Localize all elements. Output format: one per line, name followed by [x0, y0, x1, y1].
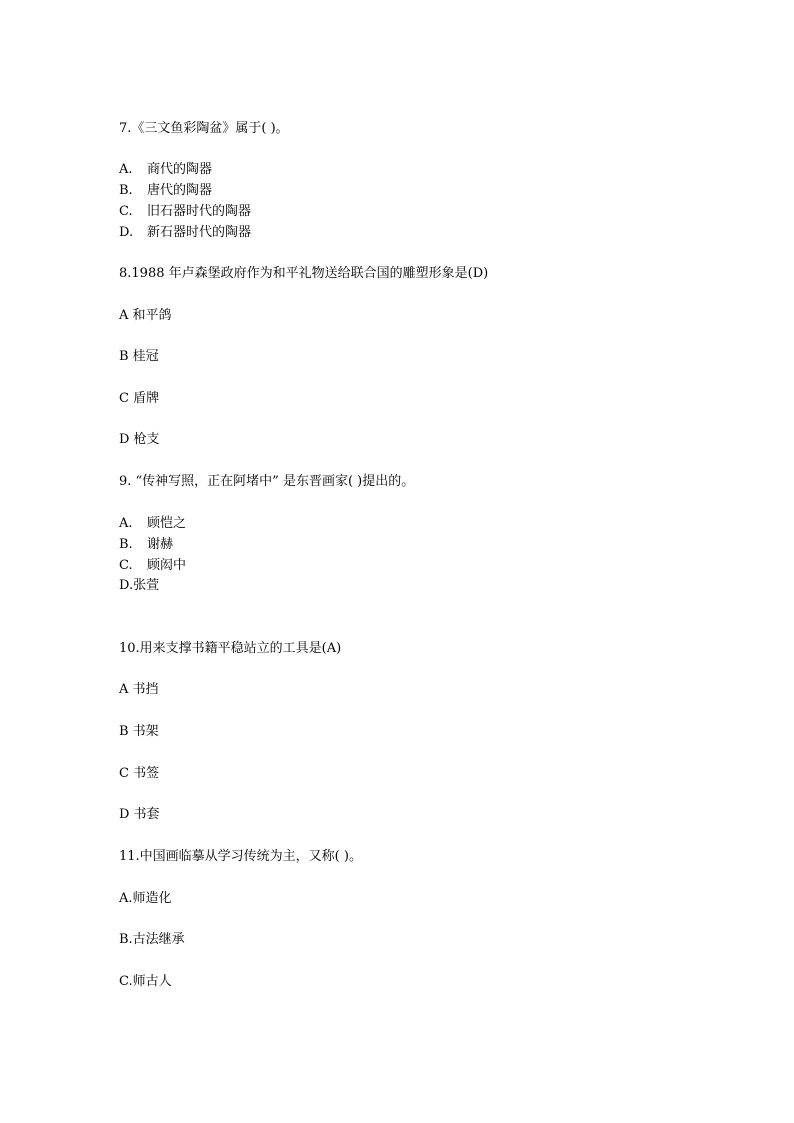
- option-letter: D.: [119, 225, 134, 240]
- option-text: 旧石器时代的陶器: [147, 204, 252, 219]
- option-letter: B.: [119, 183, 133, 198]
- option-text: 新石器时代的陶器: [147, 225, 252, 240]
- option-letter: A.: [119, 162, 133, 177]
- question-9-stem: 9. “传神写照，正在阿堵中” 是东晋画家( )提出的。: [119, 474, 415, 489]
- option-text: 谢赫: [147, 537, 174, 552]
- question-7-option-b: [119, 182, 212, 200]
- option-text: 唐代的陶器: [147, 183, 213, 198]
- question-9-option-a: [119, 515, 186, 533]
- question-8-option-c: C 盾牌: [119, 391, 160, 406]
- question-11-option-c: C.师古人: [119, 974, 172, 989]
- question-8-option-b: B 桂冠: [119, 349, 159, 364]
- option-text: 商代的陶器: [147, 162, 213, 177]
- option-text: 顾闳中: [147, 558, 187, 573]
- question-11-option-b: B.古法继承: [119, 932, 185, 947]
- question-8-stem: 8.1988 年卢森堡政府作为和平礼物送给联合国的雕塑形象是(D): [119, 266, 489, 281]
- question-11-option-a: A.师造化: [119, 891, 172, 906]
- question-10-option-a: A 书挡: [119, 682, 159, 697]
- question-10-option-c: C 书签: [119, 766, 160, 781]
- option-letter: B.: [119, 537, 133, 552]
- question-7-option-a: [119, 161, 212, 179]
- question-9-option-b: [119, 536, 173, 554]
- option-letter: C.: [119, 204, 133, 219]
- question-8-option-a: A 和平鸽: [119, 308, 172, 323]
- option-letter: A.: [119, 516, 133, 531]
- question-10-option-b: B 书架: [119, 724, 159, 739]
- question-7-option-c: [119, 203, 251, 221]
- question-9-option-c: [119, 557, 186, 575]
- question-7-option-d: [119, 224, 251, 242]
- question-9-option-d: D.张萱: [119, 578, 160, 593]
- question-7-stem: 7.《三文鱼彩陶盆》属于( )。: [119, 121, 289, 136]
- option-text: 顾恺之: [147, 516, 187, 531]
- question-11-stem: 11.中国画临摹从学习传统为主，又称( )。: [119, 849, 362, 864]
- question-10-stem: 10.用来支撑书籍平稳站立的工具是(A): [119, 641, 342, 656]
- question-10-option-d: D 书套: [119, 807, 160, 822]
- question-8-option-d: D 枪支: [119, 432, 160, 447]
- option-letter: C.: [119, 558, 133, 573]
